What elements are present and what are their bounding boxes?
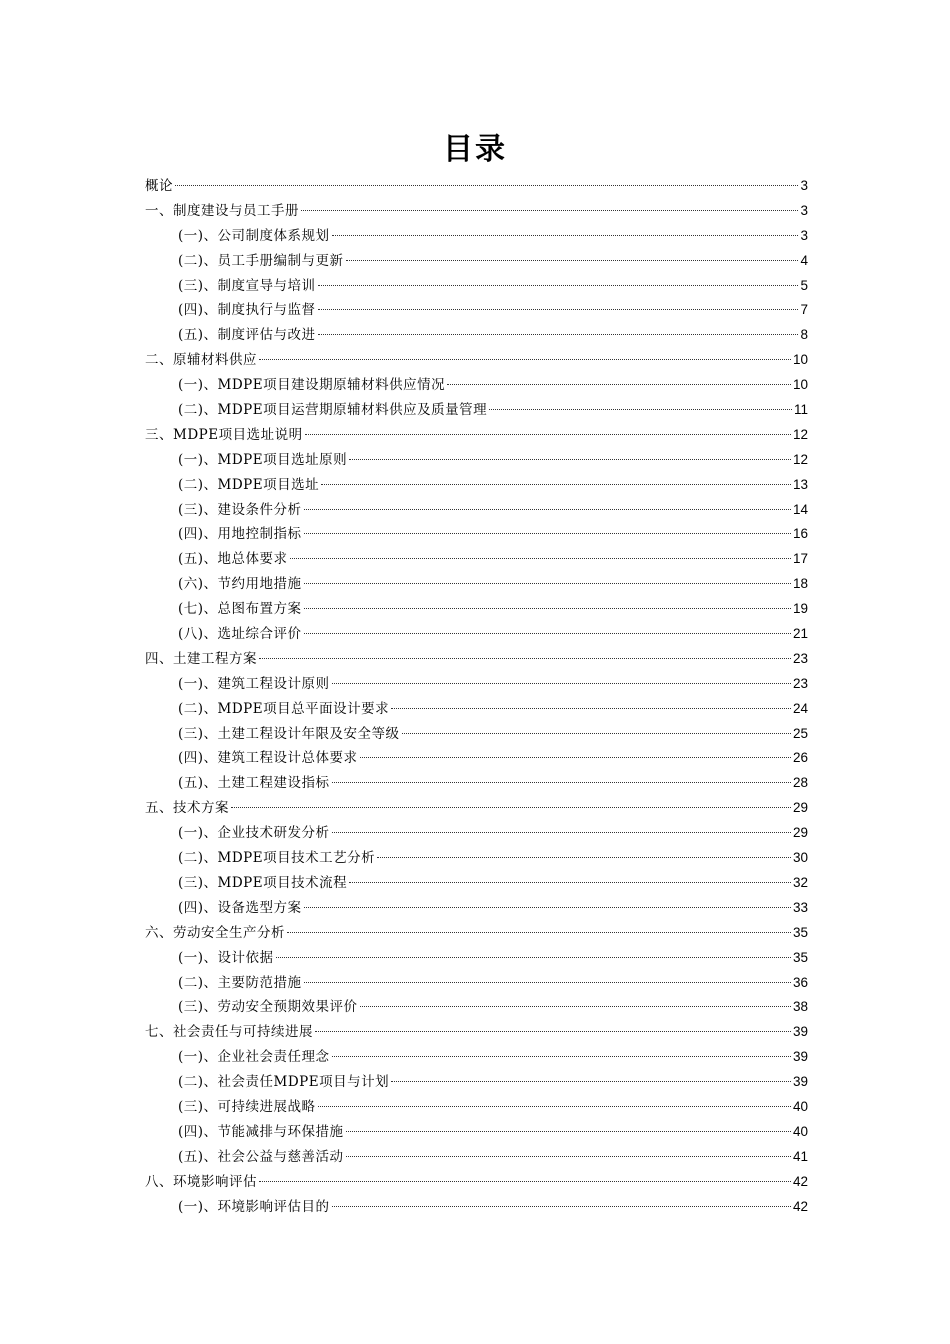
- toc-entry-page-number: 16: [792, 526, 808, 542]
- toc-dot-leader: [276, 957, 791, 958]
- toc-entry[interactable]: [145, 1095, 808, 1120]
- toc-entry-page-number: 29: [792, 800, 808, 816]
- toc-entry[interactable]: [145, 896, 808, 921]
- toc-entry[interactable]: [145, 846, 808, 871]
- toc-entry-page-number: 10: [792, 377, 808, 393]
- toc-entry-page-number: 30: [792, 850, 808, 866]
- toc-dot-leader: [346, 1156, 791, 1157]
- toc-entry[interactable]: [145, 1170, 808, 1195]
- toc-entry-page-number: 26: [792, 750, 808, 766]
- toc-entry-page-number: 29: [792, 825, 808, 841]
- toc-entry-label: 一、制度建设与员工手册: [145, 202, 299, 219]
- toc-entry-label: (二)、MDPE项目技术工艺分析: [178, 850, 376, 867]
- toc-entry-label: (二)、社会责任MDPE项目与计划: [178, 1074, 390, 1091]
- toc-entry-page-number: 35: [792, 924, 808, 940]
- toc-entry-label: (八)、选址综合评价: [178, 626, 302, 643]
- toc-entry[interactable]: [145, 597, 808, 622]
- toc-entry-label: (二)、员工手册编制与更新: [178, 252, 344, 269]
- toc-dot-leader: [332, 1056, 791, 1057]
- toc-entry[interactable]: [145, 199, 808, 224]
- toc-entry-page-number: 23: [792, 675, 808, 691]
- toc-entry-label: (三)、建设条件分析: [178, 501, 302, 518]
- toc-entry-label: 概论: [145, 178, 173, 194]
- toc-dot-leader: [175, 185, 798, 186]
- toc-entry-page-number: 40: [792, 1098, 808, 1114]
- toc-entry[interactable]: [145, 572, 808, 597]
- toc-dot-leader: [301, 210, 798, 211]
- toc-entry-label: (四)、节能减排与环保措施: [178, 1123, 344, 1140]
- toc-entry-label: (三)、土建工程设计年限及安全等级: [178, 725, 400, 742]
- toc-entry[interactable]: [145, 746, 808, 771]
- toc-entry-label: (二)、MDPE项目总平面设计要求: [178, 700, 390, 717]
- toc-entry[interactable]: [145, 622, 808, 647]
- toc-entry-label: (一)、企业技术研发分析: [178, 825, 330, 842]
- toc-dot-leader: [318, 285, 799, 286]
- toc-entry-label: (一)、企业社会责任理念: [178, 1049, 330, 1066]
- toc-entry-page-number: 38: [792, 999, 808, 1015]
- toc-entry[interactable]: [145, 1195, 808, 1220]
- toc-dot-leader: [349, 882, 791, 883]
- toc-entry-label: (四)、制度执行与监督: [178, 302, 316, 319]
- toc-entry-label: (二)、主要防范措施: [178, 974, 302, 991]
- toc-entry[interactable]: [145, 373, 808, 398]
- toc-entry[interactable]: [145, 921, 808, 946]
- toc-dot-leader: [318, 1106, 791, 1107]
- toc-entry-page-number: 36: [792, 974, 808, 990]
- toc-dot-leader: [318, 309, 799, 310]
- toc-dot-leader: [287, 932, 791, 933]
- toc-entry-label: 七、社会责任与可持续进展: [145, 1024, 313, 1041]
- toc-entry[interactable]: [145, 1020, 808, 1045]
- toc-entry-page-number: 18: [792, 576, 808, 592]
- toc-dot-leader: [346, 1131, 791, 1132]
- toc-entry[interactable]: [145, 473, 808, 498]
- toc-dot-leader: [259, 658, 791, 659]
- toc-dot-leader: [332, 235, 799, 236]
- toc-entry-label: (一)、环境影响评估目的: [178, 1198, 330, 1215]
- toc-entry[interactable]: [145, 423, 808, 448]
- toc-entry-page-number: 28: [792, 775, 808, 791]
- toc-entry-label: (一)、设计依据: [178, 949, 274, 966]
- toc-entry-page-number: 21: [792, 626, 808, 642]
- toc-entry-label: (三)、MDPE项目技术流程: [178, 874, 348, 891]
- toc-entry-page-number: 12: [792, 451, 808, 467]
- toc-entry-page-number: 5: [800, 277, 808, 293]
- toc-entry-page-number: 39: [792, 1049, 808, 1065]
- toc-entry-page-number: 19: [792, 601, 808, 617]
- toc-entry-label: (三)、制度宣导与培训: [178, 277, 316, 294]
- toc-entry-page-number: 3: [800, 178, 808, 193]
- toc-entry[interactable]: [145, 323, 808, 348]
- toc-dot-leader: [360, 757, 791, 758]
- toc-entry-page-number: 11: [793, 402, 808, 418]
- toc-dot-leader: [391, 1081, 791, 1082]
- toc-entry-page-number: 33: [792, 899, 808, 915]
- toc-dot-leader: [304, 509, 791, 510]
- toc-dot-leader: [304, 608, 791, 609]
- toc-entry[interactable]: [145, 995, 808, 1020]
- toc-dot-leader: [391, 708, 791, 709]
- toc-entry[interactable]: [145, 274, 808, 299]
- toc-entry-label: 五、技术方案: [145, 800, 229, 817]
- toc-entry-label: (四)、用地控制指标: [178, 526, 302, 543]
- toc-dot-leader: [304, 583, 791, 584]
- toc-entry[interactable]: [145, 1120, 808, 1145]
- toc-entry-label: (五)、制度评估与改进: [178, 327, 316, 344]
- toc-dot-leader: [332, 683, 791, 684]
- toc-entry[interactable]: [145, 722, 808, 747]
- toc-entry-page-number: 14: [792, 501, 808, 517]
- toc-entry-label: (五)、土建工程建设指标: [178, 775, 330, 792]
- toc-entry[interactable]: [145, 224, 808, 249]
- toc-entry-page-number: 8: [800, 327, 808, 343]
- toc-entry[interactable]: [145, 547, 808, 572]
- toc-dot-leader: [402, 733, 791, 734]
- toc-dot-leader: [360, 1006, 791, 1007]
- toc-entry[interactable]: [145, 672, 808, 697]
- toc-entry-label: (一)、MDPE项目建设期原辅材料供应情况: [178, 377, 446, 394]
- toc-dot-leader: [304, 633, 791, 634]
- toc-entry-label: (三)、劳动安全预期效果评价: [178, 999, 358, 1016]
- toc-entry[interactable]: [145, 298, 808, 323]
- toc-entry-label: 六、劳动安全生产分析: [145, 924, 285, 941]
- toc-entry-label: 二、原辅材料供应: [145, 352, 257, 369]
- toc-entry-label: (二)、MDPE项目运营期原辅材料供应及质量管理: [178, 402, 488, 419]
- toc-entry-label: (五)、社会公益与慈善活动: [178, 1148, 344, 1165]
- toc-entry-label: (四)、设备选型方案: [178, 899, 302, 916]
- toc-entry[interactable]: [145, 249, 808, 274]
- toc-dot-leader: [332, 1206, 791, 1207]
- toc-entry-label: (一)、建筑工程设计原则: [178, 675, 330, 692]
- toc-dot-leader: [377, 857, 791, 858]
- toc-entry-label: (七)、总图布置方案: [178, 601, 302, 618]
- toc-entry-page-number: 12: [792, 426, 808, 442]
- toc-dot-leader: [447, 384, 791, 385]
- toc-entry-page-number: 32: [792, 874, 808, 890]
- page-title: 目录: [443, 132, 507, 167]
- toc-entry-page-number: 42: [792, 1173, 808, 1189]
- toc-dot-leader: [332, 832, 791, 833]
- toc-dot-leader: [489, 409, 792, 410]
- toc-entry-page-number: 23: [792, 650, 808, 666]
- toc-entry-label: (六)、节约用地措施: [178, 576, 302, 593]
- toc-entry-label: (三)、可持续进展战略: [178, 1098, 316, 1115]
- toc-entry[interactable]: [145, 348, 808, 373]
- toc-dot-leader: [321, 484, 791, 485]
- toc-entry[interactable]: [145, 398, 808, 423]
- toc-entry-page-number: 7: [800, 302, 808, 318]
- toc-entry[interactable]: [145, 522, 808, 547]
- toc-entry[interactable]: [145, 1045, 808, 1070]
- toc-entry[interactable]: [145, 821, 808, 846]
- toc-entry[interactable]: [145, 871, 808, 896]
- toc-dot-leader: [349, 459, 791, 460]
- toc-dot-leader: [315, 1031, 791, 1032]
- toc-entry[interactable]: [145, 448, 808, 473]
- toc-entry-page-number: 40: [792, 1123, 808, 1139]
- toc-entry-page-number: 24: [792, 700, 808, 716]
- toc-entry-page-number: 10: [792, 352, 808, 368]
- toc-entry-label: 四、土建工程方案: [145, 650, 257, 667]
- toc-dot-leader: [346, 260, 799, 261]
- toc-entry[interactable]: [145, 946, 808, 971]
- toc-entry[interactable]: [145, 1070, 808, 1095]
- toc-entry[interactable]: [145, 771, 808, 796]
- toc-entry-page-number: 35: [792, 949, 808, 965]
- toc-entry-label: (五)、地总体要求: [178, 551, 288, 568]
- toc-entry-page-number: 17: [792, 551, 808, 567]
- toc-entry-label: (一)、公司制度体系规划: [178, 227, 330, 244]
- toc-entry[interactable]: [145, 174, 808, 199]
- toc-entry[interactable]: [145, 697, 808, 722]
- toc-entry-label: (四)、建筑工程设计总体要求: [178, 750, 358, 767]
- toc-entry[interactable]: [145, 1145, 808, 1170]
- toc-entry-label: (二)、MDPE项目选址: [178, 476, 320, 493]
- toc-entry-label: 八、环境影响评估: [145, 1173, 257, 1190]
- toc-dot-leader: [231, 807, 791, 808]
- toc-dot-leader: [304, 907, 791, 908]
- table-of-contents: [145, 174, 808, 1219]
- toc-entry-label: 三、MDPE项目选址说明: [145, 426, 303, 443]
- toc-entry[interactable]: [145, 647, 808, 672]
- toc-dot-leader: [332, 782, 791, 783]
- toc-dot-leader: [259, 1181, 791, 1182]
- toc-entry-page-number: 41: [792, 1148, 808, 1164]
- toc-entry-label: (一)、MDPE项目选址原则: [178, 451, 348, 468]
- toc-dot-leader: [290, 558, 791, 559]
- toc-entry[interactable]: [145, 796, 808, 821]
- toc-dot-leader: [304, 982, 791, 983]
- toc-entry[interactable]: [145, 971, 808, 996]
- toc-entry-page-number: 13: [792, 476, 808, 492]
- toc-entry-page-number: 4: [800, 252, 808, 268]
- toc-entry-page-number: 39: [792, 1074, 808, 1090]
- toc-entry-page-number: 39: [792, 1024, 808, 1040]
- toc-entry-page-number: 25: [792, 725, 808, 741]
- toc-dot-leader: [304, 533, 791, 534]
- toc-dot-leader: [305, 434, 791, 435]
- toc-entry-page-number: 3: [800, 227, 808, 243]
- toc-entry-page-number: 3: [800, 202, 808, 218]
- toc-dot-leader: [318, 334, 799, 335]
- toc-dot-leader: [259, 359, 791, 360]
- toc-entry-page-number: 42: [792, 1198, 808, 1214]
- toc-entry[interactable]: [145, 498, 808, 523]
